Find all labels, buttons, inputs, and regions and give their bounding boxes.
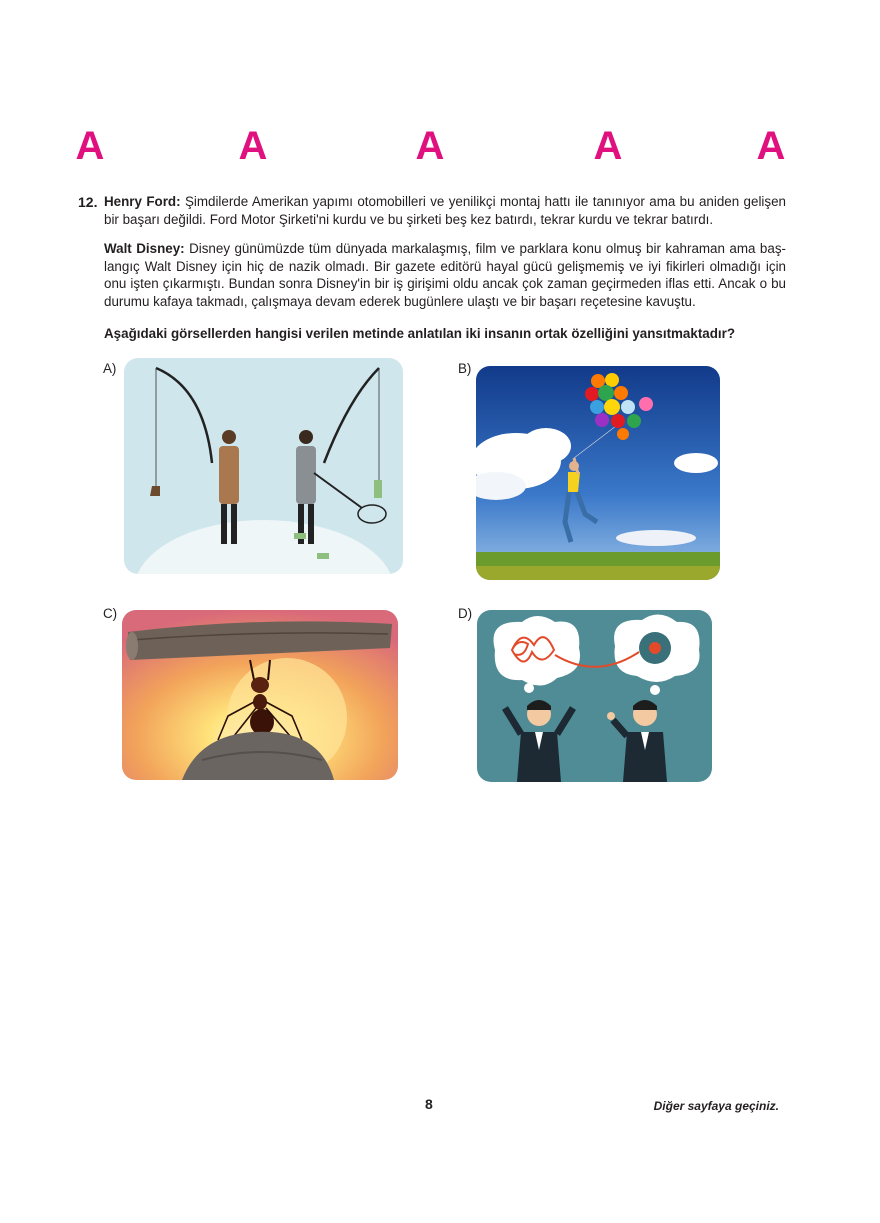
option-d-label[interactable]: D) [458,606,473,621]
paragraph-text: Şimdilerde Amerikan yapımı otomobilleri ve yenilikçi montaj hattı ile tanınıyor ama bu aniden gelişen bir başarı değildi. Ford Motor Şirketi'ni kurdu ve bu şirketi beş kez batırdı, tekrar kurdu ve tekrar batırdı. [104,194,786,227]
booklet-type-row [0,124,880,168]
option-b-image[interactable] [476,366,720,580]
next-page-note: Diğer sayfaya geçiniz. [653,1099,779,1113]
paragraph-walt-disney [104,240,786,310]
option-a-image[interactable] [124,358,403,574]
booklet-letter: A [415,124,445,168]
option-b-label[interactable]: B) [458,361,472,376]
booklet-letter: A [238,124,268,168]
paragraph-title: Henry Ford: [104,194,181,209]
paragraph-text: Disney günümüzde tüm dünyada markalaşmış, film ve parklara konu olmuş bir kahraman ama baş- langıç Walt Disney için hiç de nazik olmadı. Bir gazete editörü hayal gücü gelişmemiş ve iyi fikirleri olmadığı için onu işten çıkarmıştı. Bundan sonra Disney'in bir iş girişimi oldu ancak çok zaman geçirmeden iflas etti. Ancak o bu durumu kafaya takmadı, çalışmaya devam ederek bugünlere ulaştı ve bir başarı reçetesine kavuştu. [104,241,786,309]
booklet-letter: A [756,124,786,168]
paragraph-henry-ford [104,193,786,228]
booklet-letter: A [75,124,105,168]
option-c-image[interactable] [122,610,398,780]
option-d-image[interactable] [477,610,712,782]
booklet-letter: A [593,124,623,168]
question-number: 12. [78,194,98,210]
question-stem: Aşağıdaki görsellerden hangisi verilen metinde anlatılan iki insanın ortak özelliğini yansıtmaktadır? [104,326,736,341]
page-number: 8 [425,1096,433,1112]
option-c-label[interactable]: C) [103,606,118,621]
paragraph-title: Walt Disney: [104,241,185,256]
option-a-label[interactable]: A) [103,361,117,376]
